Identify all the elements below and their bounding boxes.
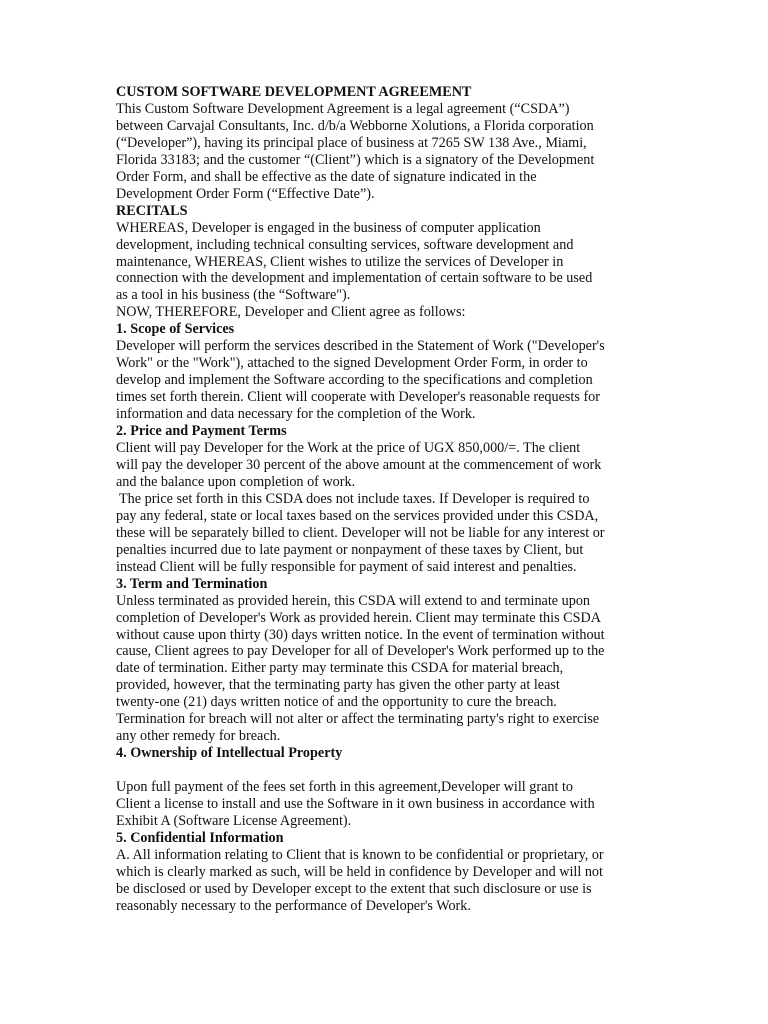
price-paragraph: Client will pay Developer for the Work at the price of UGX 850,000/=. The client will pay the developer 30 percent of the above amount at the commencement of work and the balance upon completion of work. xyxy=(116,440,602,490)
recitals-paragraph: WHEREAS, Developer is engaged in the business of computer application development, including technical consulting services, software development and maintenance, WHEREAS, Client wishes to utilize the services of Developer in connection with the development and implementation of certain software to be used as a tool in his business (the “Software"). xyxy=(116,219,593,304)
section-heading-scope: 1. Scope of Services xyxy=(116,321,235,338)
ownership-paragraph: Upon full payment of the fees set forth in this agreement,Developer will grant to Client a license to install and use the Software in it own business in accordance with Exhibit A (Software License Agreement). xyxy=(116,779,595,829)
intro-paragraph: This Custom Software Development Agreement is a legal agreement (“CSDA”) between Carvajal Consultants, Inc. d/b/a Webborne Xolutions, a Florida corporation (“Developer”), having its principal place of business at 7265 SW 138 Ave., Miami, Florida 33183; and the customer “(Client”) which is a signatory of the Development Order Form, and shall be effective as the date of signature indicated in the Development Order Form (“Effective Date”). xyxy=(116,100,595,202)
section-heading-term: 3. Term and Termination xyxy=(116,575,268,592)
confidential-paragraph: A. All information relating to Client that is known to be confidential or proprietary, or which is clearly marked as such, will be held in confidence by Developer and will not be disclosed or used by Developer except to the extent that such disclosure or use is reasonably necessary to the performance of Developer's Work. xyxy=(116,846,604,914)
tax-paragraph: The price set forth in this CSDA does not include taxes. If Developer is required to pay any federal, state or local taxes based on the services provided under this CSDA, these will be separately billed to client. Developer will not be liable for any interest or penalties incurred due to late payment or nonpayment of these taxes by Client, but instead Client will be fully responsible for payment of said interest and penalties. xyxy=(116,490,605,575)
scope-paragraph: Developer will perform the services described in the Statement of Work ("Developer's Work" or the "Work"), attached to the signed Development Order Form, in order to develop and implement the Software according to the specifications and completion times set forth therein. Client will cooperate with Developer's reasonable requests for information and data necessary for the completion of the Work. xyxy=(116,338,605,423)
section-heading-price: 2. Price and Payment Terms xyxy=(116,423,287,440)
section-heading-ownership: 4. Ownership of Intellectual Property xyxy=(116,745,343,762)
term-paragraph: Unless terminated as provided herein, this CSDA will extend to and terminate upon completion of Developer's Work as provided herein. Client may terminate this CSDA without cause upon thirty (30) days written notice. In the event of termination without cause, Client agrees to pay Developer for all of Developer's Work performed up to the date of termination. Either party may terminate this CSDA for material breach, provided, however, that the terminating party has given the other party at least twenty-one (21) days written notice of and the opportunity to cure the breach. Termination for breach will not alter or affect the terminating party's right to exercise any other remedy for breach. xyxy=(116,592,605,745)
section-heading-confidential: 5. Confidential Information xyxy=(116,829,284,846)
paragraph-spacer xyxy=(116,762,656,779)
document-page xyxy=(116,84,656,915)
recitals-heading: RECITALS xyxy=(116,202,188,219)
therefore-paragraph: NOW, THEREFORE, Developer and Client agree as follows: xyxy=(116,304,466,321)
document-title: CUSTOM SOFTWARE DEVELOPMENT AGREEMENT xyxy=(116,84,472,100)
